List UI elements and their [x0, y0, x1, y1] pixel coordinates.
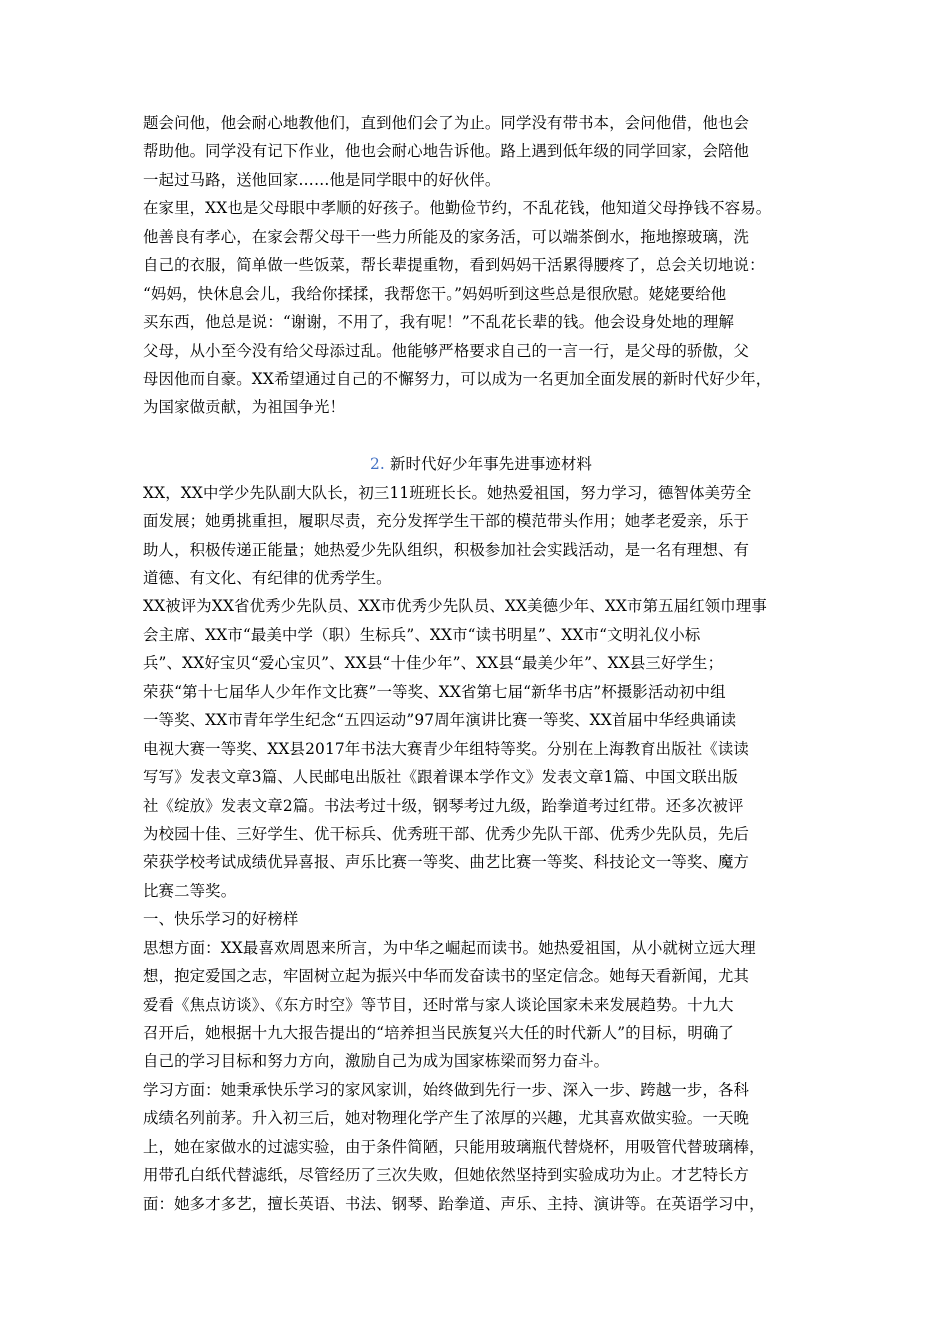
text-line: 会主席、XX市“最美中学（职）生标兵”、XX市“读书明星”、XX市“文明礼仪小标 [143, 625, 701, 644]
section-number: 2. [369, 455, 385, 474]
text-line: 社《绽放》发表文章2篇。书法考过十级，钢琴考过九级，跆拳道考过红带。还多次被评 [143, 796, 744, 815]
text-line: 面发展；她勇挑重担，履职尽责，充分发挥学生干部的模范带头作用；她孝老爱亲，乐于 [143, 512, 750, 531]
text-line: 荣获“第十七届华人少年作文比赛”一等奖、XX省第七届“新华书店”杯摄影活动初中组 [143, 682, 726, 701]
text-line: 成绩名列前茅。升入初三后，她对物理化学产生了浓厚的兴趣，尤其喜欢做实验。一天晚 [143, 1109, 750, 1128]
paragraph-classmate-helper [143, 109, 819, 194]
text-line: 他善良有孝心，在家会帮父母干一些力所能及的家务活，可以端茶倒水，拖地擦玻璃，洗 [143, 227, 750, 246]
text-line: 兵”、XX好宝贝“爱心宝贝”、XX县“十佳少年”、XX县“最美少年”、XX县三好学生； [143, 654, 724, 673]
paragraph-student-intro [143, 479, 819, 593]
text-line: 荣获学校考试成绩优异喜报、声乐比赛一等奖、曲艺比赛一等奖、科技论文一等奖、魔方 [143, 853, 750, 872]
blank-line [143, 422, 819, 450]
text-line: 电视大赛一等奖、XX县2017年书法大赛青少年组特等奖。分别在上海教育出版社《读读 [143, 739, 749, 758]
text-line: 想，抱定爱国之志，牢固树立起为振兴中华而发奋读书的坚定信念。她每天看新闻，尤其 [143, 967, 750, 986]
document-body [143, 109, 819, 1218]
paragraph-honors [143, 592, 819, 905]
text-line: 召开后，她根据十九大报告提出的“培养担当民族复兴大任的时代新人”的目标，明确了 [143, 1024, 735, 1042]
text-line: 思想方面：XX最喜欢周恩来所言，为中华之崛起而读书。她热爱祖国，从小就树立远大理 [143, 938, 756, 957]
text-line: 写写》发表文章3篇、人民邮电出版社《跟着课本学作文》发表文章1篇、中国文联出版 [143, 768, 738, 787]
text-line: 比赛二等奖。 [143, 881, 237, 900]
text-line: 题会问他，他会耐心地教他们，直到他们会了为止。同学没有带书本，会问他借，他也会 [143, 114, 750, 132]
text-line: 为校园十佳、三好学生、优干标兵、优秀班干部、优秀少先队干部、优秀少先队员，先后 [143, 824, 750, 843]
text-line: 一起过马路，送他回家……他是同学眼中的好伙伴。 [143, 170, 501, 189]
text-line: 在家里，XX也是父母眼中孝顺的好孩子。他勤俭节约，不乱花钱，他知道父母挣钱不容易。 [143, 199, 772, 218]
text-line: 为国家做贡献，为祖国争光！ [143, 398, 346, 417]
text-line: XX被评为XX省优秀少先队员、XX市优秀少先队员、XX美德少年、XX市第五届红领巾理事 [143, 597, 767, 616]
text-line: 上，她在家做水的过滤实验，由于条件简陋，只能用玻璃瓶代替烧杯，用吸管代替玻璃棒， [143, 1137, 765, 1156]
section-heading [143, 450, 819, 478]
text-line: 自己的衣服，简单做一些饭菜，帮长辈提重物，看到妈妈干活累得腰疼了，总会关切地说： [143, 256, 765, 275]
paragraph-study [143, 1076, 819, 1218]
paragraph-ideology [143, 934, 819, 1076]
text-line: 帮助他。同学没有记下作业，他也会耐心地告诉他。路上遇到低年级的同学回家，会陪他 [143, 142, 750, 161]
text-line: 母因他而自豪。XX希望通过自己的不懈努力，可以成为一名更加全面发展的新时代好少年， [143, 369, 772, 388]
text-line: 买东西，他总是说：“谢谢，不用了，我有呢！”不乱花长辈的钱。他会设身处地的理解 [143, 313, 735, 332]
text-line: 助人，积极传递正能量；她热爱少先队组织，积极参加社会实践活动，是一名有理想、有 [143, 540, 750, 559]
text-line: 道德、有文化、有纪律的优秀学生。 [143, 569, 392, 587]
text-line: “妈妈，快休息会儿，我给你揉揉，我帮您干。”妈妈听到这些总是很欣慰。姥姥要给他 [143, 284, 727, 303]
text-line: 学习方面：她秉承快乐学习的家风家训，始终做到先行一步、深入一步、跨越一步，各科 [143, 1080, 750, 1099]
text-line: 一等奖、XX市青年学生纪念“五四运动”97周年演讲比赛一等奖、XX首届中华经典诵读 [143, 711, 737, 730]
text-line: 父母，从小至今没有给父母添过乱。他能够严格要求自己的一言一行，是父母的骄傲，父 [143, 341, 750, 360]
paragraph-filial-child [143, 194, 819, 422]
text-line: 爱看《焦点访谈》、《东方时空》等节目，还时常与家人谈论国家未来发展趋势。十九大 [143, 995, 734, 1014]
subheading: 一、快乐学习的好榜样 [143, 910, 299, 929]
text-line: 自己的学习目标和努力方向，激励自己为成为国家栋梁而努力奋斗。 [143, 1052, 610, 1071]
text-line: 面：她多才多艺，擅长英语、书法、钢琴、跆拳道、声乐、主持、演讲等。在英语学习中， [143, 1194, 765, 1213]
text-line: 用带孔白纸代替滤纸，尽管经历了三次失败，但她依然坚持到实验成功为止。才艺特长方 [143, 1166, 750, 1185]
section-title: 新时代好少年事先进事迹材料 [390, 455, 593, 474]
text-line: XX，XX中学少先队副大队长，初三11班班长长。她热爱祖国，努力学习，德智体美劳全 [143, 483, 752, 502]
